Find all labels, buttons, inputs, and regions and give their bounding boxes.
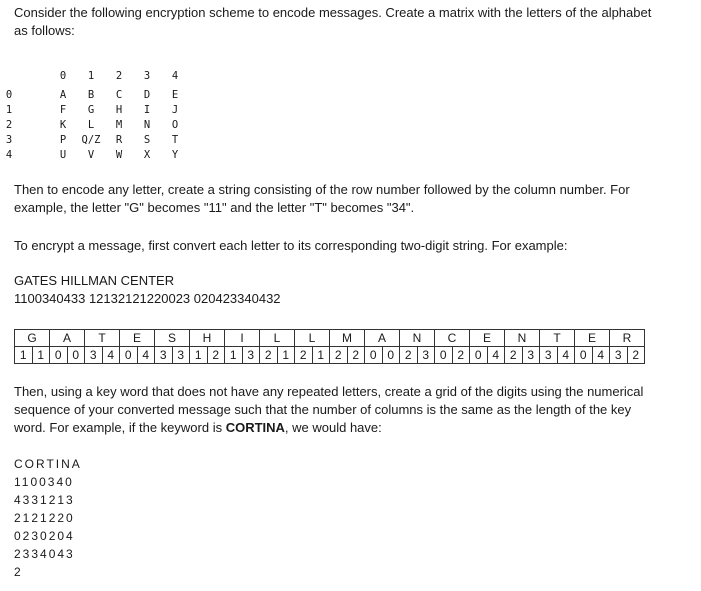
digit-cell: 1 xyxy=(32,347,50,364)
key-grid-row: 0230204 xyxy=(14,529,75,543)
matrix-row-header: 1 xyxy=(5,104,13,116)
letter-cell: E xyxy=(470,330,505,347)
matrix-cell: B xyxy=(87,89,95,101)
matrix-cell: I xyxy=(143,104,151,116)
matrix-row-header: 2 xyxy=(5,119,13,131)
digit-cell: 0 xyxy=(470,347,488,364)
matrix-cell: S xyxy=(143,134,151,146)
digit-cell: 2 xyxy=(505,347,523,364)
matrix-cell: L xyxy=(87,119,95,131)
digit-cell: 3 xyxy=(540,347,558,364)
key-grid-row: 2 xyxy=(14,565,23,579)
letter-cell: H xyxy=(190,330,225,347)
digit-cell: 0 xyxy=(67,347,85,364)
digit-cell: 3 xyxy=(85,347,103,364)
matrix-cell: T xyxy=(171,134,179,146)
encode-paragraph: Then to encode any letter, create a string consisting of the row number followed by the column number. For example, the letter "G" becomes "11" and the letter "T" becomes "34". xyxy=(14,182,630,215)
letter-cell: T xyxy=(85,330,120,347)
digit-cell: 4 xyxy=(102,347,120,364)
matrix-cell: M xyxy=(115,119,123,131)
digit-cell: 1 xyxy=(277,347,295,364)
matrix-col-header: 1 xyxy=(87,70,95,82)
letter-cell: S xyxy=(155,330,190,347)
keyword-paragraph xyxy=(14,383,654,437)
letter-cell: N xyxy=(400,330,435,347)
key-grid-row: 2334043 xyxy=(14,547,75,561)
example-message: GATES HILLMAN CENTER xyxy=(14,273,175,288)
keyword-text-after: , we would have: xyxy=(284,420,382,435)
matrix-cell: X xyxy=(143,149,151,161)
matrix-col-header: 4 xyxy=(171,70,179,82)
matrix-cell: R xyxy=(115,134,123,146)
digit-cell: 3 xyxy=(522,347,540,364)
digit-cell: 3 xyxy=(610,347,628,364)
digit-cell: 3 xyxy=(242,347,260,364)
key-grid-header: CORTINA xyxy=(14,457,82,471)
matrix-cell: F xyxy=(59,104,67,116)
digit-cell: 4 xyxy=(137,347,155,364)
matrix-cell: K xyxy=(59,119,67,131)
letter-cell: E xyxy=(575,330,610,347)
key-grid-row: 4331213 xyxy=(14,493,75,507)
letter-cell: L xyxy=(260,330,295,347)
matrix-cell: D xyxy=(143,89,151,101)
matrix-row-header: 4 xyxy=(5,149,13,161)
matrix-cell: V xyxy=(87,149,95,161)
digit-cell: 2 xyxy=(347,347,365,364)
digit-cell: 2 xyxy=(260,347,278,364)
keyword: CORTINA xyxy=(225,420,285,435)
matrix-cell: P xyxy=(59,134,67,146)
digit-cell: 2 xyxy=(295,347,313,364)
matrix-col-header: 2 xyxy=(115,70,123,82)
matrix-cell: H xyxy=(115,104,123,116)
example-code: 1100340433 12132121220023 020423340432 xyxy=(14,291,281,306)
letter-cell: M xyxy=(330,330,365,347)
digit-cell: 0 xyxy=(575,347,593,364)
key-grid-row: 1100340 xyxy=(14,475,74,489)
digit-row xyxy=(15,347,645,364)
digit-cell: 4 xyxy=(592,347,610,364)
matrix-cell: A xyxy=(59,89,67,101)
digit-cell: 3 xyxy=(155,347,173,364)
digit-cell: 1 xyxy=(15,347,33,364)
matrix-cell: C xyxy=(115,89,123,101)
encrypt-paragraph: To encrypt a message, first convert each letter to its corresponding two-digit string. For example: xyxy=(14,238,568,253)
digit-cell: 2 xyxy=(330,347,348,364)
letter-cell: T xyxy=(540,330,575,347)
matrix-cell: G xyxy=(87,104,95,116)
digit-cell: 2 xyxy=(207,347,225,364)
intro-paragraph: Consider the following encryption scheme to encode messages. Create a matrix with the letters of the alphabet as follows: xyxy=(14,5,652,38)
matrix-cell: E xyxy=(171,89,179,101)
letter-cell: A xyxy=(50,330,85,347)
letter-cell: E xyxy=(120,330,155,347)
letter-cell: R xyxy=(610,330,645,347)
digit-cell: 0 xyxy=(120,347,138,364)
letter-cell: G xyxy=(15,330,50,347)
letter-row xyxy=(15,330,645,347)
matrix-cell: Y xyxy=(171,149,179,161)
letter-cell: I xyxy=(225,330,260,347)
digit-cell: 1 xyxy=(225,347,243,364)
matrix-cell: W xyxy=(115,149,123,161)
encoding-table xyxy=(14,329,645,364)
keyword-text-before: Then, using a key word that does not have any repeated letters, create a grid of the digits using the numerical sequence of your converted message such that the number of columns is the same as the length of the key word. For example, if the keyword is xyxy=(14,384,644,435)
digit-cell: 2 xyxy=(452,347,470,364)
matrix-cell: Q/Z xyxy=(81,134,101,146)
matrix-row-header: 0 xyxy=(5,89,13,101)
matrix-row-header: 3 xyxy=(5,134,13,146)
matrix-cell: U xyxy=(59,149,67,161)
digit-cell: 3 xyxy=(172,347,190,364)
letter-cell: C xyxy=(435,330,470,347)
matrix-col-header: 0 xyxy=(59,70,67,82)
letter-cell: A xyxy=(365,330,400,347)
digit-cell: 0 xyxy=(382,347,400,364)
key-grid-row: 2121220 xyxy=(14,511,75,525)
digit-cell: 2 xyxy=(400,347,418,364)
letter-cell: L xyxy=(295,330,330,347)
digit-cell: 0 xyxy=(435,347,453,364)
digit-cell: 3 xyxy=(417,347,435,364)
digit-cell: 0 xyxy=(50,347,68,364)
digit-cell: 4 xyxy=(487,347,505,364)
matrix-cell: O xyxy=(171,119,179,131)
digit-cell: 0 xyxy=(365,347,383,364)
digit-cell: 1 xyxy=(312,347,330,364)
letter-cell: N xyxy=(505,330,540,347)
digit-cell: 4 xyxy=(557,347,575,364)
matrix-col-header: 3 xyxy=(143,70,151,82)
matrix-cell: J xyxy=(171,104,179,116)
matrix-cell: N xyxy=(143,119,151,131)
digit-cell: 1 xyxy=(190,347,208,364)
digit-cell: 2 xyxy=(627,347,645,364)
